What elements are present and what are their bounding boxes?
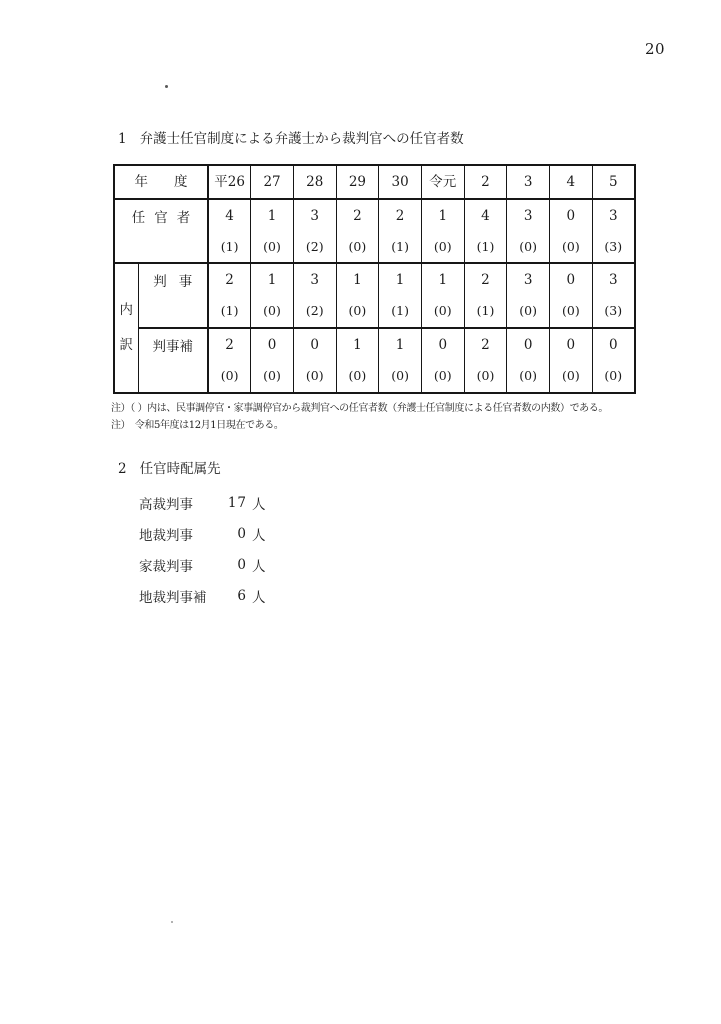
- value-cell: 0 (0): [550, 263, 593, 328]
- value-cell: 1 (0): [379, 328, 422, 393]
- section1-title: [118, 127, 464, 147]
- year-column-header: 平26: [208, 165, 251, 199]
- value-cell: 1 (0): [336, 328, 379, 393]
- value-cell: 3 (0): [507, 263, 550, 328]
- section2-title-text: 任官時配属先: [139, 461, 221, 477]
- year-column-header: 27: [251, 165, 294, 199]
- value-cell: 0 (0): [251, 328, 294, 393]
- value-cell: 0 (0): [421, 328, 464, 393]
- value-cell: 0 (0): [550, 328, 593, 393]
- assignment-value: 17: [227, 494, 247, 511]
- assignment-unit: 人: [252, 589, 266, 606]
- value-cell: 2 (0): [336, 199, 379, 263]
- assignment-value: 0: [237, 525, 247, 542]
- assignment-value: 0: [237, 556, 247, 573]
- value-cell: 3 (2): [293, 263, 336, 328]
- year-header-cell: [114, 165, 214, 199]
- assignment-row: [139, 580, 266, 611]
- assistant-judges-row: [114, 328, 635, 393]
- assistant-judges-label-cell: [138, 328, 208, 393]
- value-cell: 3 (3): [592, 263, 635, 328]
- assignment-row: [139, 549, 266, 580]
- value-cell: 1 (1): [379, 263, 422, 328]
- footnotes: [111, 401, 608, 434]
- assignment-list: [139, 487, 266, 611]
- judges-label-cell: [138, 263, 208, 328]
- year-column-header: 4: [550, 165, 593, 199]
- value-cell: 0 (0): [592, 328, 635, 393]
- value-cell: 2 (1): [208, 263, 251, 328]
- judges-row: [114, 263, 635, 328]
- value-cell: 4 (1): [208, 199, 251, 263]
- value-cell: 1 (0): [421, 199, 464, 263]
- value-cell: 0 (0): [507, 328, 550, 393]
- value-cell: 3 (0): [507, 199, 550, 263]
- value-cell: 0 (0): [550, 199, 593, 263]
- judges-label: 判事: [153, 274, 205, 290]
- year-column-header: 30: [379, 165, 422, 199]
- year-column-header: 29: [336, 165, 379, 199]
- year-column-header: 2: [464, 165, 507, 199]
- breakdown-label-cell: [114, 263, 138, 393]
- assignment-label: 高裁判事: [139, 496, 193, 513]
- scan-speck: [171, 921, 173, 923]
- assignment-label: 家裁判事: [139, 558, 193, 575]
- section2-number: 2: [118, 461, 127, 477]
- assignment-unit: 人: [252, 496, 266, 513]
- appointees-row: [114, 199, 635, 263]
- scan-speck: [165, 85, 168, 88]
- section1-number: 1: [118, 131, 127, 147]
- appointment-table: [113, 164, 636, 394]
- assignment-unit: 人: [252, 558, 266, 575]
- assignment-label: 地裁判事: [139, 527, 193, 544]
- value-cell: 3 (2): [293, 199, 336, 263]
- appointees-label: 任官者: [131, 209, 200, 226]
- appointees-label-cell: [114, 199, 208, 263]
- value-cell: 2 (0): [464, 328, 507, 393]
- section1-title-text: 弁護士任官制度による弁護士から裁判官への任官者数: [139, 131, 464, 147]
- assistant-judges-label: 判事補: [152, 339, 193, 355]
- value-cell: 2 (0): [208, 328, 251, 393]
- value-cell: 1 (0): [251, 199, 294, 263]
- value-cell: 3 (3): [592, 199, 635, 263]
- value-cell: 1 (0): [251, 263, 294, 328]
- value-cell: 4 (1): [464, 199, 507, 263]
- assignment-row: [139, 487, 266, 518]
- footnote: 注） 令和5年度は12月1日現在である。: [111, 419, 284, 431]
- assignment-label: 地裁判事補: [139, 589, 207, 606]
- assignment-value: 6: [237, 587, 247, 604]
- assignment-row: [139, 518, 266, 549]
- page-number: 20: [645, 40, 666, 58]
- footnote: 注）（ ）内は、民事調停官・家事調停官から裁判官への任官者数（弁護士任官制度による任官者数の内数）である。: [111, 403, 608, 414]
- year-column-header: 5: [592, 165, 635, 199]
- value-cell: 1 (0): [421, 263, 464, 328]
- value-cell: 2 (1): [379, 199, 422, 263]
- year-header-label: 年度: [134, 173, 214, 190]
- year-column-header: 28: [293, 165, 336, 199]
- year-column-header: 3: [507, 165, 550, 199]
- breakdown-label: 内訳: [119, 302, 133, 353]
- year-column-header: 令元: [421, 165, 464, 199]
- table-header-row: [114, 165, 635, 199]
- value-cell: 0 (0): [293, 328, 336, 393]
- section2-title: [118, 457, 221, 477]
- assignment-unit: 人: [252, 527, 266, 544]
- value-cell: 1 (0): [336, 263, 379, 328]
- value-cell: 2 (1): [464, 263, 507, 328]
